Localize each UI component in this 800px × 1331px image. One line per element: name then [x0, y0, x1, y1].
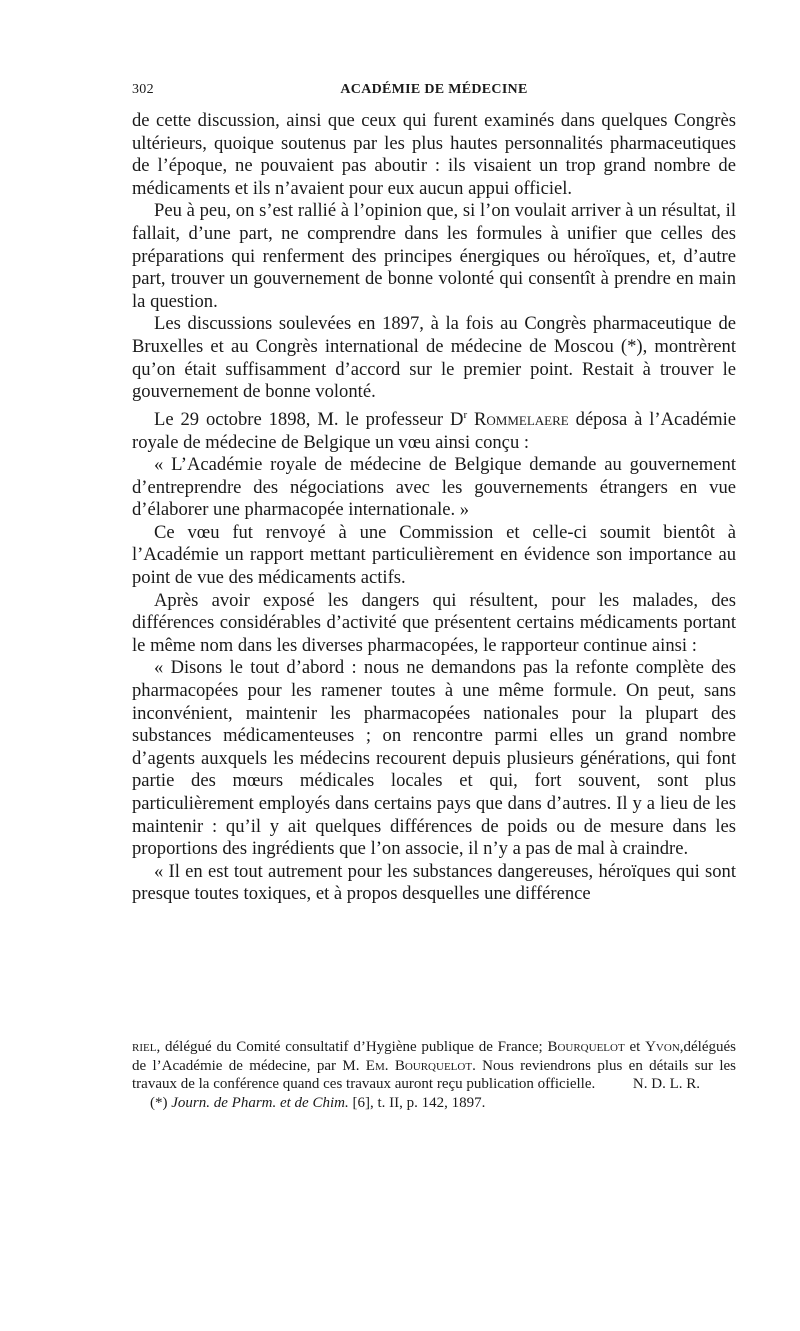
editor-signature: N. D. L. R. — [632, 1076, 700, 1092]
page-number: 302 — [132, 82, 154, 97]
footnote-reference: [6], t. II, p. 142, 1897. — [348, 1094, 486, 1111]
footnote-continuation — [132, 1038, 736, 1094]
person-name: Rommelaere — [474, 408, 569, 430]
footnote — [132, 1094, 736, 1113]
title-abbreviation: r — [463, 408, 468, 421]
footnote-text: , délégué du Comité consultatif d’Hygiène publique de France; — [156, 1039, 548, 1055]
paragraph: Les discussions soulevées en 1897, à la fois au Congrès pharmaceutique de Bruxelles et au Congrès international de médecine de Moscou (*), montrèrent qu’on était suffisamment d’accord sur le premier point. Restait à trouver le gouvernement de bonne volonté. — [132, 313, 736, 403]
footnote-marker: (*) — [150, 1094, 172, 1111]
person-name: riel — [132, 1039, 157, 1055]
paragraph: « L’Académie royale de médecine de Belgique demande au gouvernement d’entreprendre des négociations avec les gouvernements étrangers en vue d’élaborer une pharmacopée internationale. » — [132, 454, 736, 521]
page — [132, 82, 736, 906]
paragraph-text: Le 29 octobre 1898, M. le professeur D — [154, 408, 464, 430]
paragraph: « Disons le tout d’abord : nous ne demandons pas la refonte complète des pharmacopées pour les ramener toutes à une même formule. On peut, sans inconvénient, maintenir les pharmacopées nationales pour la plupart des substances médicamenteuses ; on rencontre parmi elles un grand nombre d’agents auxquels les médecins recourent depuis plusieurs générations, qui font partie des mœurs médicales locales et qui, fort souvent, sont plus particulièrement employés dans certains pays que dans d’autres. Il y a lieu de les maintenir : qu’il y ait quelques différences de poids ou de mesure dans les proportions des ingrédients que l’on associe, il n’y a pas de mal à craindre. — [132, 657, 736, 860]
person-name: Yvon — [645, 1039, 680, 1055]
paragraph: Ce vœu fut renvoyé à une Commission et celle-ci soumit bientôt à l’Académie un rapport mettant particulièrement en évidence son importance au point de vue des médicaments actifs. — [132, 521, 736, 589]
person-name: Bourquelot — [547, 1039, 625, 1055]
paragraph: « Il en est tout autrement pour les substances dangereuses, héroïques qui sont presque toutes toxiques, et à propos desquelles une différence — [132, 860, 736, 905]
person-name: Em. Bourquelot — [365, 1057, 473, 1074]
journal-title: Journ. de Pharm. et de Chim. — [171, 1094, 349, 1111]
paragraph: de cette discussion, ainsi que ceux qui furent examinés dans quelques Congrès ultérieurs, quoique soutenus par les plus hautes personnalités pharmaceutiques de l’époque, ne pouvaient pas aboutir : ils visaient un trop grand nombre de médicaments et ils n’avaient pour eux aucun appui officiel. — [132, 110, 736, 199]
paragraph — [132, 404, 736, 454]
running-title: ACADÉMIE DE MÉDECINE — [340, 82, 528, 97]
footnote-text: . Nous reviendrons plus en détails sur les travaux de la conférence quand ces travaux auront reçu publication officielle. — [132, 1057, 737, 1092]
running-header — [132, 82, 736, 110]
footnote-text: ,délégués de l’Académie de médecine, par M. — [132, 1039, 736, 1074]
paragraph: Peu à peu, on s’est rallié à l’opinion que, si l’on voulait arriver à un résultat, il fallait, d’une part, ne comprendre dans les formules à unifier que celles des préparations qui renferment des principes énergiques ou héroïques, et, d’autre part, trouver un gouvernement de bonne volonté qui consentît à prendre en main la question. — [132, 200, 736, 312]
paragraph-text: déposa à l’Académie royale de médecine de Belgique un vœu ainsi conçu : — [132, 408, 736, 453]
body-text — [132, 110, 736, 906]
footnote-text: et — [624, 1039, 646, 1055]
paragraph: Après avoir exposé les dangers qui résultent, pour les malades, des différences considérables d’activité que présentent certains médicaments portant le même nom dans les diverses pharmacopées, le rapporteur continue ainsi : — [132, 589, 736, 656]
footnotes — [132, 1038, 736, 1112]
